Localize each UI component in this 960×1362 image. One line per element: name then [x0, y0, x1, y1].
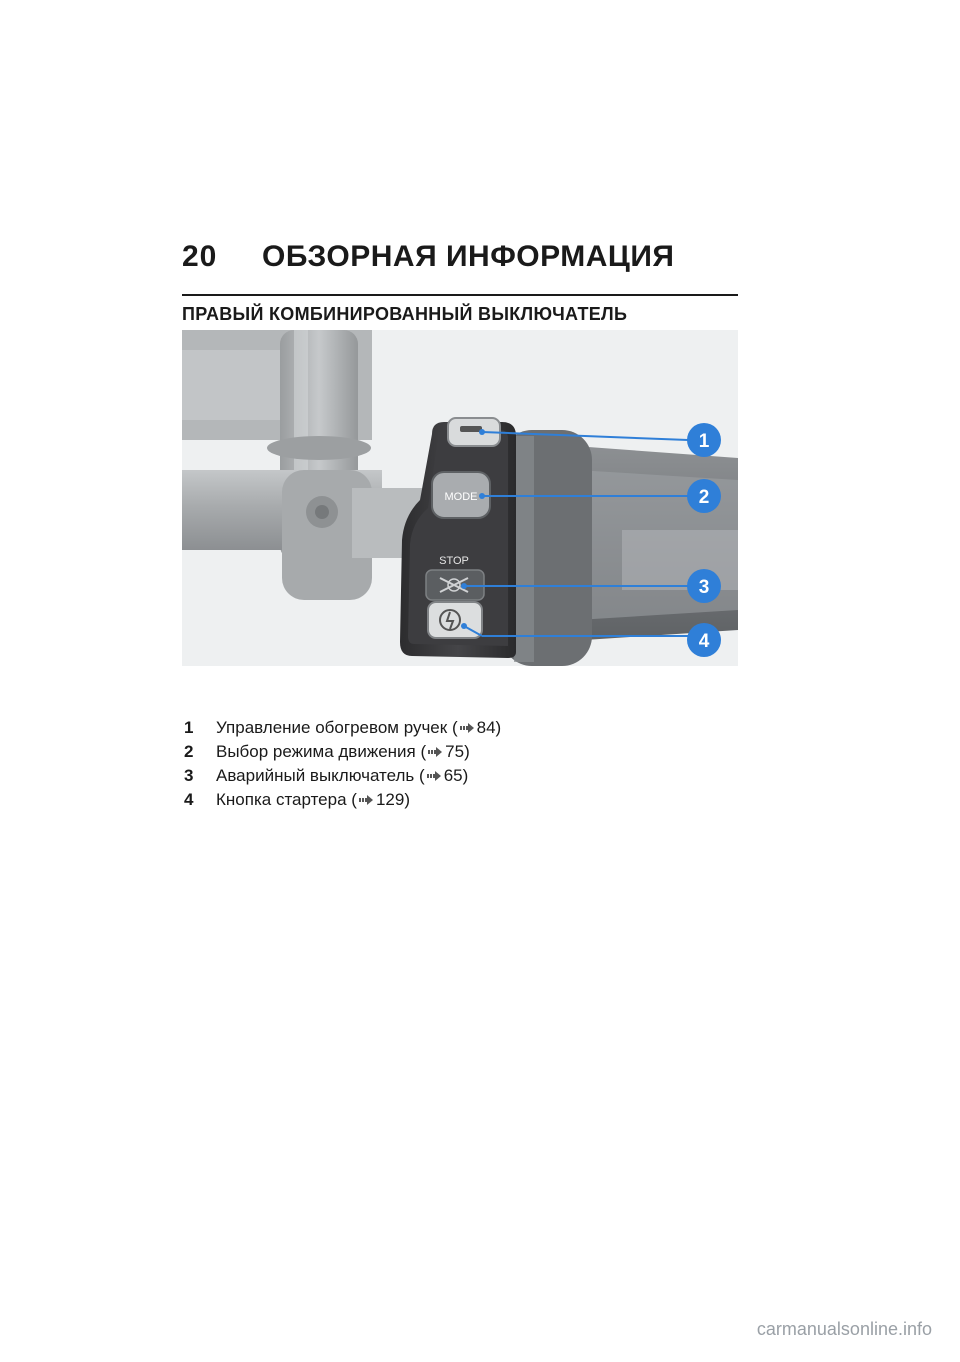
handlebar-switch-illustration [182, 330, 738, 666]
callout-2 [687, 479, 721, 513]
page-reference-arrow-icon [427, 771, 441, 781]
page-reference-arrow-icon [460, 723, 474, 733]
legend-text: Управление обогревом ручек [216, 718, 448, 737]
callout-3 [687, 569, 721, 603]
callout-1 [687, 423, 721, 457]
page-reference-arrow-icon [359, 795, 373, 805]
handlebar-switch-figure [182, 330, 738, 666]
legend-number: 3 [184, 766, 194, 785]
legend-text: Выбор режима движения [216, 742, 416, 761]
legend-text: Кнопка стартера [216, 790, 347, 809]
legend-text: Аварийный выключатель [216, 766, 415, 785]
header-divider [182, 294, 738, 296]
page-number: 20 [182, 240, 218, 273]
section-title: ПРАВЫЙ КОМБИНИРОВАННЫЙ ВЫКЛЮЧАТЕЛЬ [182, 304, 628, 324]
svg-text:2: 2 [698, 487, 710, 508]
legend-item [182, 716, 502, 740]
callout-4 [687, 623, 721, 657]
svg-text:1: 1 [698, 431, 710, 452]
page-header [182, 240, 738, 284]
page-reference-arrow-icon [428, 747, 442, 757]
watermark: carmanualsonline.info [756, 1319, 932, 1339]
legend-number: 1 [184, 718, 194, 737]
page-reference[interactable]: ( 65) [419, 766, 469, 785]
page-reference[interactable]: ( 129) [351, 790, 410, 809]
legend-list [182, 716, 502, 812]
svg-text:3: 3 [698, 577, 710, 598]
legend-number: 4 [184, 790, 194, 809]
legend-number: 2 [184, 742, 194, 761]
stop-label: STOP [439, 555, 469, 567]
svg-text:4: 4 [698, 631, 710, 652]
page-reference[interactable]: ( 84) [451, 718, 502, 737]
legend-item [182, 764, 502, 788]
page-reference[interactable]: ( 75) [420, 742, 470, 761]
chapter-title: ОБЗОРНАЯ ИНФОРМАЦИЯ [262, 240, 675, 273]
legend-item [182, 788, 502, 812]
legend-item [182, 740, 502, 764]
mode-button-label: MODE [444, 491, 478, 503]
